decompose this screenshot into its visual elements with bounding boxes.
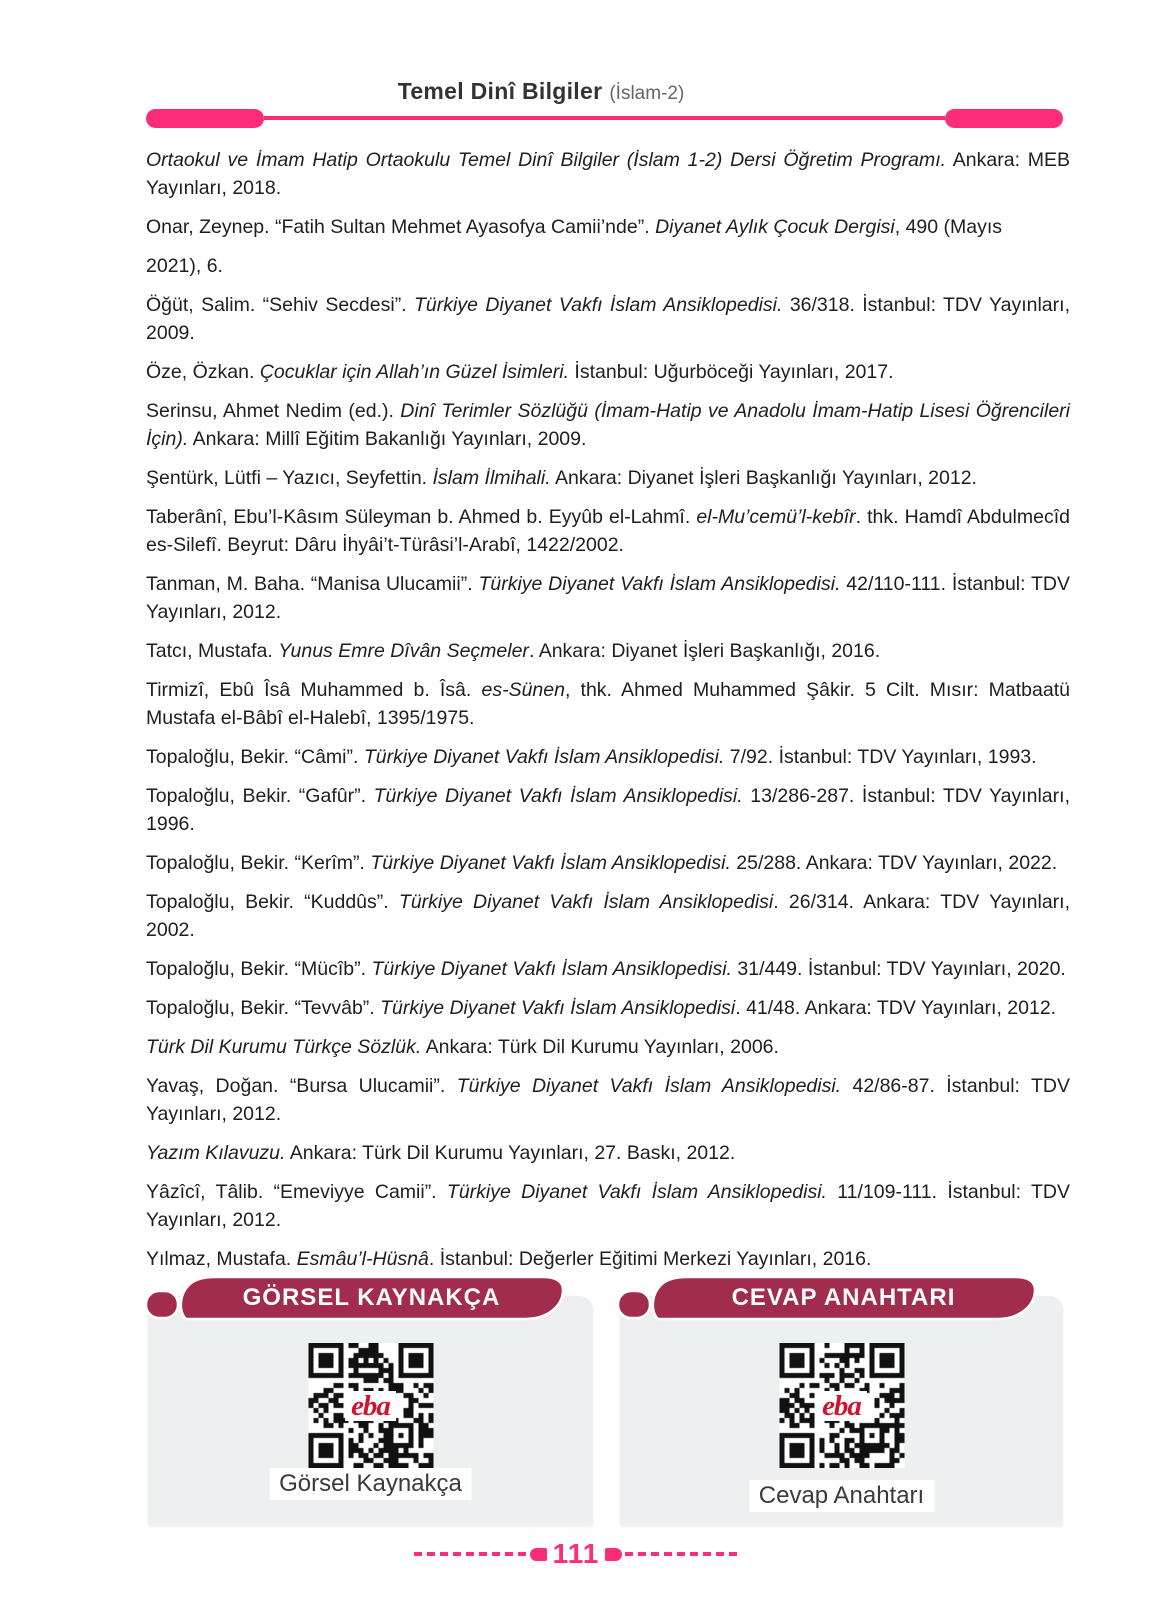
rule-pill-right-icon (945, 109, 1063, 128)
bibliography-entry (146, 743, 1070, 771)
page-title-sub: (İslam-2) (609, 83, 685, 104)
bibliography-entry (146, 637, 1070, 665)
bibliography-entry (146, 1245, 1070, 1273)
bibliography-entry (146, 146, 1070, 202)
cevap-anahtari-panel (620, 1296, 1063, 1526)
bibliography-entry (146, 676, 1070, 732)
bibliography-run: Şentürk, Lütfi – Yazıcı, Seyfettin. (146, 467, 433, 489)
footer-dash-left (414, 1552, 532, 1556)
bibliography-run: Serinsu, Ahmet Nedim (ed.). (146, 400, 401, 422)
bibliography-run: Türkiye Diyanet Vakfı İslam Ansiklopedisi. (456, 1075, 842, 1097)
bibliography-run: 42/86-87. İstanbul: TDV Yayınları, 2012. (146, 1075, 1071, 1125)
bibliography-entry (146, 570, 1070, 626)
bibliography-run: Topaloğlu, Bekir. “Kerîm”. (146, 852, 371, 874)
bibliography-run: Yunus Emre Dîvân Seçmeler (278, 640, 529, 662)
eba-logo: eba (816, 1391, 867, 1421)
bibliography-run: es-Sünen (481, 679, 565, 701)
bibliography-run: el-Mu’cemü’l-kebîr (696, 506, 856, 528)
bibliography-run: 11/109-111. İstanbul: TDV Yayınları, 2012. (146, 1181, 1070, 1231)
page-number: 111 (552, 1538, 600, 1569)
bibliography-run: 7/92. İstanbul: TDV Yayınları, 1993. (724, 746, 1037, 768)
bibliography-run: Topaloğlu, Bekir. “Tevvâb”. (146, 997, 381, 1019)
bibliography-run: 36/318. İstanbul: TDV Yayınları, 2009. (146, 294, 1070, 344)
bibliography-run: 13/286-287. İstanbul: TDV Yayınları, 1996. (146, 785, 1070, 835)
bibliography-list (146, 146, 1070, 1284)
bibliography-entry (146, 1139, 1070, 1167)
gorsel-kaynakca-panel (148, 1296, 593, 1526)
bibliography-run: Ankara: Türk Dil Kurumu Yayınları, 2006. (421, 1036, 779, 1058)
rule-line (264, 116, 945, 120)
bibliography-run: İstanbul: Uğurböceği Yayınları, 2017. (569, 361, 894, 383)
bibliography-run: Türkiye Diyanet Vakfı İslam Ansiklopedisi. (363, 746, 725, 768)
bibliography-run: Türk Dil Kurumu Türkçe Sözlük. (146, 1036, 422, 1058)
bibliography-run: Ankara: MEB Yayınları, 2018. (146, 149, 1071, 199)
qr-caption-cevap: Cevap Anahtarı (749, 1480, 934, 1512)
header-rule (146, 108, 1063, 128)
bibliography-run: Öze, Özkan. (146, 361, 260, 383)
rule-pill-left-icon (146, 109, 264, 128)
bibliography-run: İslam İlmihali. (432, 467, 551, 489)
bibliography-run: Türkiye Diyanet Vakfı İslam Ansiklopedisi. (371, 958, 732, 980)
page-header (0, 78, 1152, 105)
bibliography-run: Yavaş, Doğan. “Bursa Ulucamii”. (146, 1075, 457, 1097)
page-footer (0, 1540, 1152, 1568)
bibliography-run: Ortaokul ve İmam Hatip Ortaokulu Temel Dinî Bilgiler (İslam 1-2) Dersi Öğretim Programı. (146, 149, 947, 171)
bibliography-entry (146, 1033, 1070, 1061)
bibliography-entry (146, 1072, 1070, 1128)
bibliography-entry (146, 782, 1070, 838)
bibliography-run: , thk. Ahmed Muhammed Şâkir. 5 Cilt. Mısır: Matbaatü Mustafa el-Bâbî el-Halebî, 1395/1975. (146, 679, 1070, 729)
bibliography-run: Onar, Zeynep. “Fatih Sultan Mehmet Ayasofya Camii’nde”. (146, 216, 656, 238)
bibliography-entry (146, 888, 1070, 944)
bibliography-entry (146, 213, 1070, 241)
bibliography-run: Yazım Kılavuzu. (146, 1142, 286, 1164)
bibliography-run: Topaloğlu, Bekir. “Gafûr”. (146, 785, 374, 807)
bibliography-run: 25/288. Ankara: TDV Yayınları, 2022. (730, 852, 1058, 874)
gorsel-kaynakca-banner (146, 1277, 563, 1319)
bibliography-run: Topaloğlu, Bekir. “Câmi”. (146, 746, 364, 768)
banner-title: CEVAP ANAHTARI (731, 1284, 956, 1311)
bibliography-entry (146, 955, 1070, 983)
bibliography-run: Tatcı, Mustafa. (146, 640, 279, 662)
bibliography-entry (146, 464, 1070, 492)
bibliography-run: Esmâu’l-Hüsnâ (296, 1248, 429, 1270)
bibliography-run: 2021), 6. (146, 255, 223, 277)
bibliography-run: . Ankara: Diyanet İşleri Başkanlığı, 2016. (528, 640, 881, 662)
bibliography-run: Tanman, M. Baha. “Manisa Ulucamii”. (146, 573, 479, 595)
bibliography-run: 31/449. İstanbul: TDV Yayınları, 2020. (731, 958, 1066, 980)
bibliography-entry (146, 397, 1070, 453)
bibliography-entry (146, 849, 1070, 877)
bibliography-run: . 26/314. Ankara: TDV Yayınları, 2002. (146, 891, 1071, 941)
bibliography-run: Ankara: Diyanet İşleri Başkanlığı Yayınları, 2012. (550, 467, 977, 489)
bibliography-run: Türkiye Diyanet Vakfı İslam Ansiklopedisi (398, 891, 774, 913)
bibliography-run: , 490 (Mayıs (894, 216, 1003, 238)
bibliography-entry (146, 994, 1070, 1022)
bibliography-entry (146, 503, 1070, 559)
bibliography-entry (146, 291, 1070, 347)
bibliography-run: . thk. Hamdî Abdulmecîd es-Silefî. Beyrut: Dâru İhyâi’t-Türâsi’l-Arabî, 1422/2002. (146, 506, 1070, 556)
bibliography-run: Türkiye Diyanet Vakfı İslam Ansiklopedisi. (370, 852, 731, 874)
bibliography-run: Dinî Terimler Sözlüğü (İmam-Hatip ve Anadolu İmam-Hatip Lisesi Öğrencileri İçin). (146, 400, 1070, 450)
bibliography-run: . 41/48. Ankara: TDV Yayınları, 2012. (735, 997, 1057, 1019)
eba-logo: eba (345, 1391, 396, 1421)
bibliography-run: Çocuklar için Allah’ın Güzel İsimleri. (259, 361, 570, 383)
bibliography-run: Türkiye Diyanet Vakfı İslam Ansiklopedisi. (373, 785, 743, 807)
bibliography-run: Topaloğlu, Bekir. “Mücîb”. (146, 958, 372, 980)
qr-code-gorsel (308, 1343, 433, 1468)
qr-code-cevap (779, 1343, 904, 1468)
page-title: Temel Dinî Bilgiler (397, 78, 603, 104)
bibliography-entry (146, 358, 1070, 386)
bibliography-run: Yılmaz, Mustafa. (146, 1248, 297, 1270)
bibliography-run: Türkiye Diyanet Vakfı İslam Ansiklopedisi. (414, 294, 783, 316)
bibliography-run: Türkiye Diyanet Vakfı İslam Ansiklopedisi. (446, 1181, 827, 1203)
bibliography-run: Ankara: Millî Eğitim Bakanlığı Yayınları, 2009. (188, 428, 587, 450)
cevap-anahtari-banner (618, 1277, 1035, 1319)
bibliography-run: Türkiye Diyanet Vakfı İslam Ansiklopedisi. (478, 573, 841, 595)
footer-dash-right (620, 1552, 738, 1556)
bibliography-run: Topaloğlu, Bekir. “Kuddûs”. (146, 891, 399, 913)
bibliography-run: Ankara: Türk Dil Kurumu Yayınları, 27. Baskı, 2012. (285, 1142, 736, 1164)
qr-caption-gorsel: Görsel Kaynakça (269, 1468, 472, 1500)
bibliography-run: Diyanet Aylık Çocuk Dergisi (655, 216, 895, 238)
banner-title: GÖRSEL KAYNAKÇA (242, 1284, 501, 1311)
bibliography-entry (146, 252, 1070, 280)
footer-marker-left-icon (530, 1548, 547, 1561)
bibliography-run: Öğüt, Salim. “Sehiv Secdesi”. (146, 294, 414, 316)
bibliography-run: Taberânî, Ebu’l-Kâsım Süleyman b. Ahmed b. Eyyûb el-Lahmî. (146, 506, 697, 528)
bibliography-run: Türkiye Diyanet Vakfı İslam Ansiklopedisi (380, 997, 736, 1019)
bibliography-run: 42/110-111. İstanbul: TDV Yayınları, 2012. (146, 573, 1070, 623)
bibliography-run: Tirmizî, Ebû Îsâ Muhammed b. Îsâ. (146, 679, 482, 701)
bibliography-run: . İstanbul: Değerler Eğitimi Merkezi Yayınları, 2016. (428, 1248, 872, 1270)
bibliography-run: Yâzîcî, Tâlib. “Emeviyye Camii”. (146, 1181, 447, 1203)
bibliography-entry (146, 1178, 1070, 1234)
